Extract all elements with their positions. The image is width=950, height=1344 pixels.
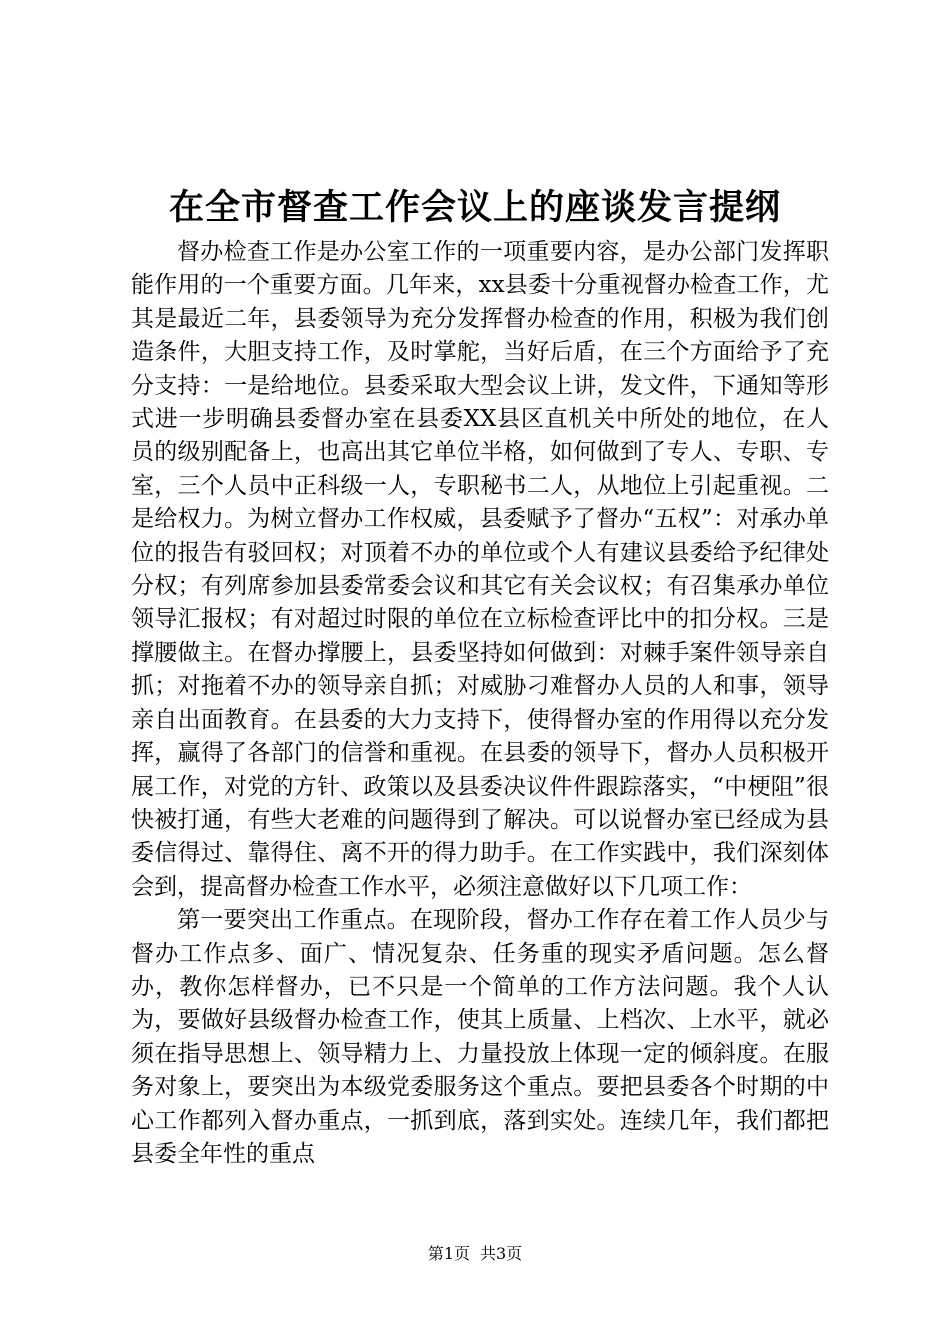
paragraph-2: 第一要突出工作重点。在现阶段，督办工作存在着工作人员少与督办工作点多、面广、情况复杂、任务重的现实矛盾问题。怎么督办，教你怎样督办，已不只是一个简单的工作方法问题。我个人认为，要做好县级督办检查工作，使其上质量、上档次、上水平，就必须在指导思想上、领导精力上、力量投放上体现一定的倾斜度。在服务对象上，要突出为本级党委服务这个重点。要把县委各个时期的中心工作都列入督办重点，一抓到底，落到实处。连续几年，我们都把县委全年性的重点 <box>131 907 829 1167</box>
page-number: 第1页 <box>427 1244 470 1263</box>
document-body <box>131 236 829 1171</box>
paragraph-1: 督办检查工作是办公室工作的一项重要内容，是办公部门发挥职能作用的一个重要方面。几年来，xx县委十分重视督办检查工作，尤其是最近二年，县委领导为充分发挥督办检查的作用，积极为我们创造条件，大胆支持工作，及时掌舵，当好后盾，在三个方面给予了充分支持：一是给地位。县委采取大型会议上讲，发文件，下通知等形式进一步明确县委督办室在县委XX县区直机关中所处的地位，在人员的级别配备上，也高出其它单位半格，如何做到了专人、专职、专室，三个人员中正科级一人，专职秘书二人，从地位上引起重视。二是给权力。为树立督办工作权威，县委赋予了督办“五权”：对承办单位的报告有驳回权；对顶着不办的单位或个人有建议县委给予纪律处分权；有列席参加县委常委会议和其它有关会议权；有召集承办单位领导汇报权；有对超过时限的单位在立标检查评比中的扣分权。三是撑腰做主。在督办撑腰上，县委坚持如何做到：对棘手案件领导亲自抓；对拖着不办的领导亲自抓；对威胁刁难督办人员的人和事，领导亲自出面教育。在县委的大力支持下，使得督办室的作用得以充分发挥，赢得了各部门的信誉和重视。在县委的领导下，督办人员积极开展工作，对党的方针、政策以及县委决议件件跟踪落实，“中梗阻”很快被打通，有些大老难的问题得到了解决。可以说督办室已经成为县委信得过、靠得住、离不开的得力助手。在工作实践中，我们深刻体会到，提高督办检查工作水平，必须注意做好以下几项工作： <box>131 239 829 900</box>
page-total: 共3页 <box>480 1244 523 1263</box>
document-title: 在全市督查工作会议上的座谈发言提纲 <box>168 187 781 228</box>
page-footer <box>0 1243 950 1265</box>
